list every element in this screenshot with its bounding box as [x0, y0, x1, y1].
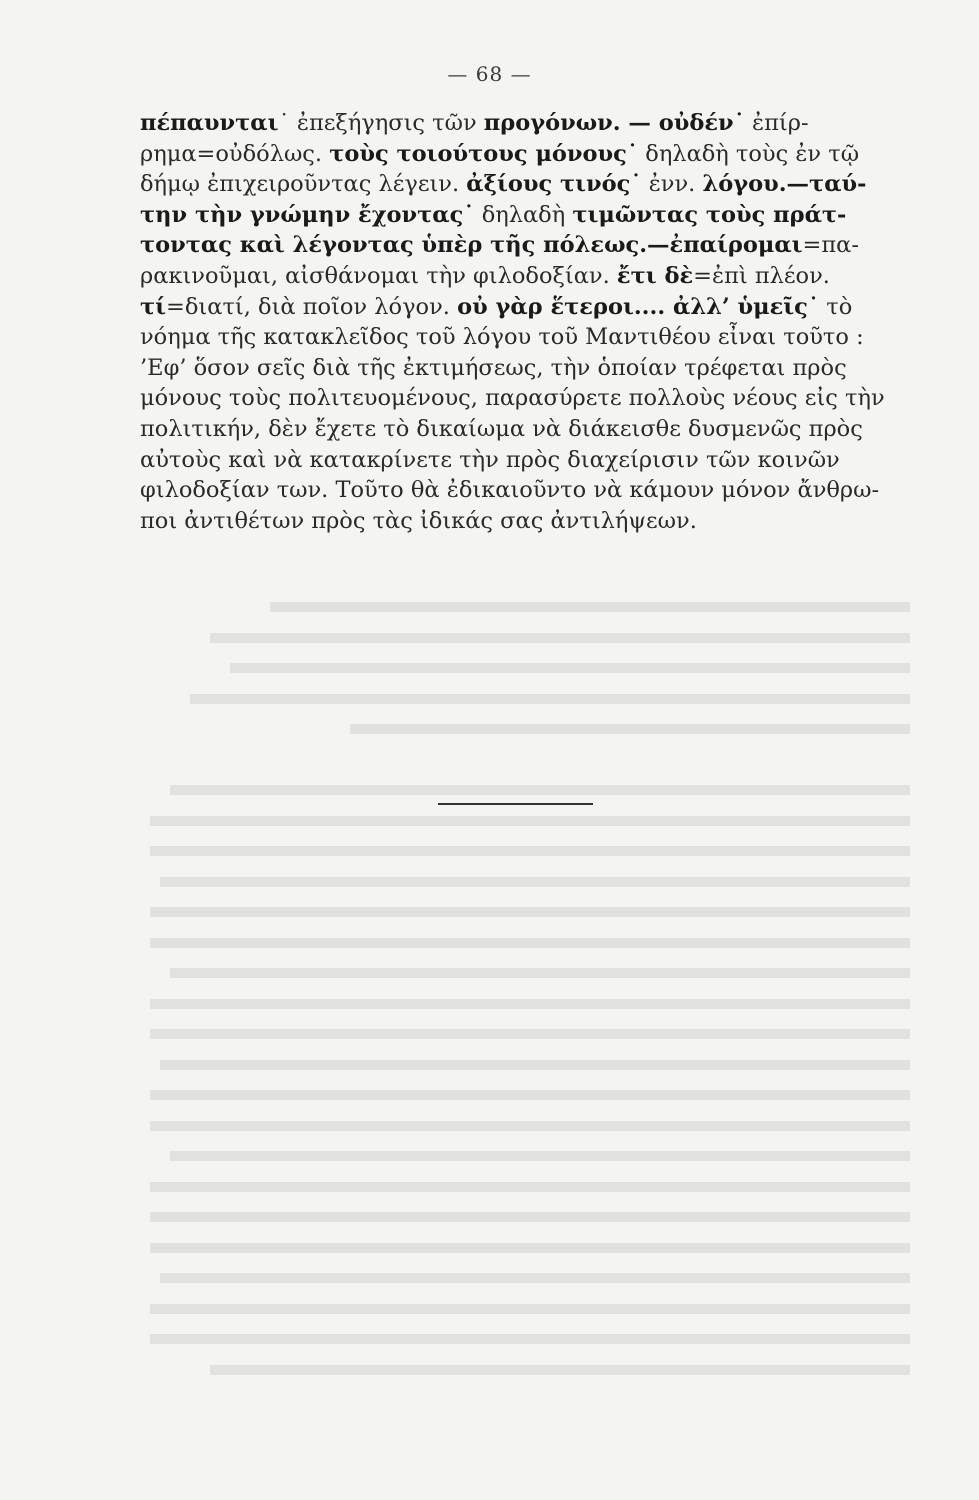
lemma-text: τοὺς τοιούτους μόνους˙ — [329, 140, 639, 167]
text-line — [140, 506, 905, 537]
gloss-text: δήμῳ ἐπιχειροῦντας λέγειν. — [140, 171, 467, 198]
text-line — [140, 139, 905, 170]
gloss-text: πολιτικήν, δὲν ἔχετε τὸ δικαίωμα νὰ διάκεισθε δυσμενῶς πρὸς — [140, 415, 863, 442]
text-line — [140, 200, 905, 231]
lemma-text: πέπαυνται — [140, 110, 279, 136]
text-line — [140, 445, 905, 476]
lemma-text: την τὴν γνώμην ἔχοντας˙ — [140, 201, 475, 228]
reverse-side-show-through — [140, 590, 910, 1490]
lemma-text: προγόνων. — οὐδέν˙ — [483, 110, 745, 136]
text-line — [140, 383, 905, 414]
gloss-text: νόημα τῆς κατακλεῖδος τοῦ λόγου τοῦ Μαντιθέου εἶναι τοῦτο : — [140, 324, 864, 351]
gloss-text: ρημα=οὐδόλως. — [140, 140, 330, 167]
commentary-paragraph — [140, 108, 905, 536]
lemma-text: ἔτι δὲ — [616, 262, 694, 289]
gloss-text: ρακινοῦμαι, αἰσθάνομαι τὴν φιλοδοξίαν. — [140, 262, 617, 289]
gloss-text: =ἐπὶ πλέον. — [693, 262, 830, 289]
lemma-text: λόγου.—ταύ- — [702, 171, 867, 198]
gloss-text: ἐπίρ- — [744, 110, 809, 136]
text-line — [140, 414, 905, 445]
page-number: — 68 — — [447, 62, 532, 86]
text-line — [140, 108, 905, 139]
gloss-text: =πα- — [802, 232, 859, 259]
gloss-text: μόνους τοὺς πολιτευομένους, παρασύρετε πολλοὺς νέους εἰς τὴν — [140, 385, 885, 412]
gloss-text: τὸ — [819, 293, 853, 320]
gloss-text: =διατί, διὰ ποῖον λόγον. — [166, 293, 458, 320]
text-line — [140, 475, 905, 506]
section-divider — [438, 803, 593, 805]
gloss-text: δηλαδὴ — [474, 201, 573, 228]
text-line — [140, 261, 905, 292]
lemma-text: οὐ γὰρ ἕτεροι.... ἀλλ’ ὑμεῖς˙ — [457, 293, 820, 320]
gloss-text: δηλαδὴ τοὺς ἐν τῷ — [638, 140, 860, 167]
gloss-text: ˙ ἐπεξήγησις τῶν — [278, 110, 484, 136]
lemma-text: ἀξίους τινός˙ — [466, 171, 642, 198]
text-line — [140, 353, 905, 384]
text-line — [140, 169, 905, 200]
gloss-text: αὐτοὺς καὶ νὰ κατακρίνετε τὴν πρὸς διαχείρισιν τῶν κοινῶν — [140, 446, 840, 473]
gloss-text: φιλοδοξίαν των. Τοῦτο θὰ ἐδικαιοῦντο νὰ κάμουν μόνον ἄνθρω- — [140, 477, 880, 504]
lemma-text: τιμῶντας τοὺς πράτ- — [572, 201, 847, 228]
lemma-text: τί — [140, 293, 167, 320]
gloss-text: ’Εφ’ ὅσον σεῖς διὰ τῆς ἐκτιμήσεως, τὴν ὁποίαν τρέφεται πρὸς — [140, 354, 847, 381]
gloss-text: ποι ἀντιθέτων πρὸς τὰς ἰδικάς σας ἀντιλήψεων. — [140, 507, 697, 534]
lemma-text: τοντας καὶ λέγοντας ὑπὲρ τῆς πόλεως.—ἐπαίρομαι — [140, 232, 803, 259]
text-line — [140, 230, 905, 261]
gloss-text: ἐνν. — [641, 171, 703, 198]
text-line — [140, 322, 905, 353]
text-line — [140, 292, 905, 323]
